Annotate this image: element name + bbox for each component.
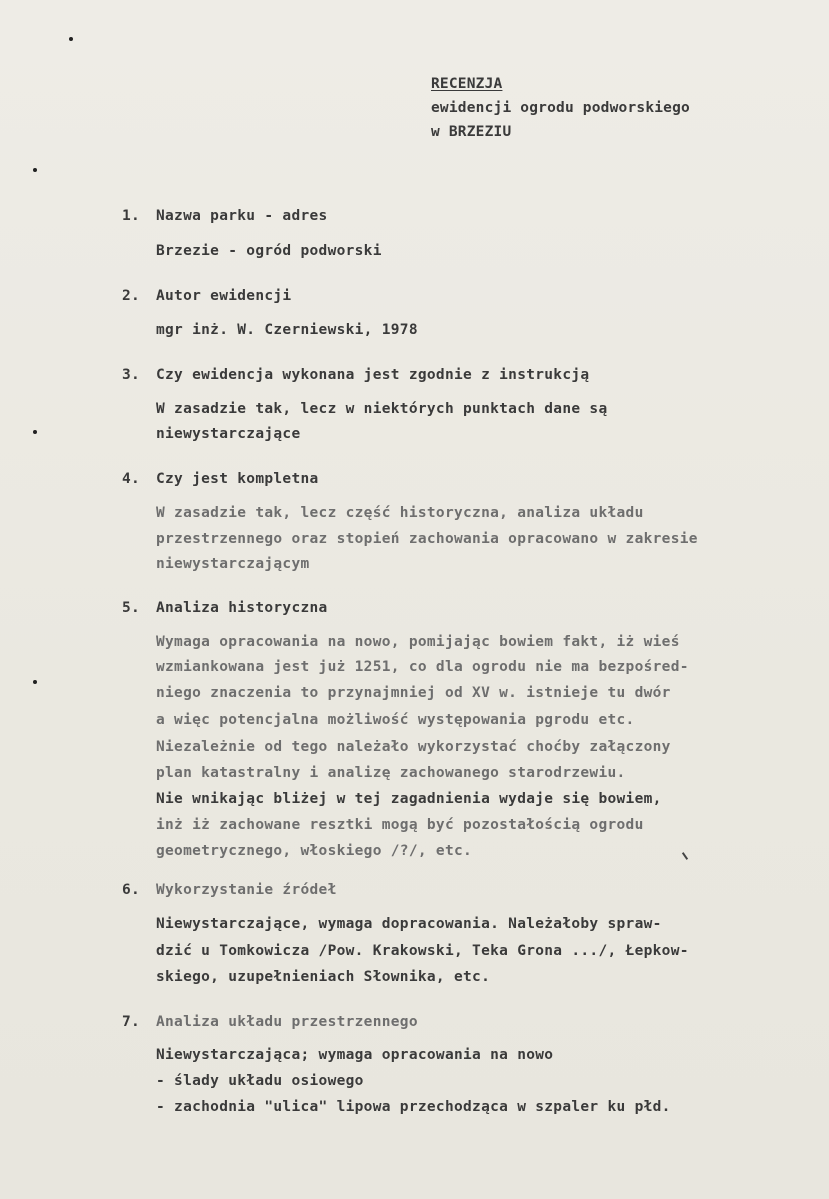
section-body-line: mgr inż. W. Czerniewski, 1978	[156, 322, 418, 338]
section-number: 1.	[122, 208, 141, 224]
review-location: w BRZEZIU	[431, 124, 512, 140]
punch-hole-mark	[33, 680, 37, 684]
punch-hole-mark	[69, 37, 73, 41]
section-body-line: plan katastralny i analizę zachowanego starodrzewiu.	[156, 765, 626, 781]
punch-hole-mark	[33, 168, 37, 172]
section-number: 2.	[122, 288, 141, 304]
section-body-line: niego znaczenia to przynajmniej od XV w. istnieje tu dwór	[156, 685, 671, 701]
section-body-line: inż iż zachowane resztki mogą być pozostałością ogrodu	[156, 817, 644, 833]
section-body-line: niewystarczającym	[156, 556, 310, 572]
section-body-line: skiego, uzupełnieniach Słownika, etc.	[156, 969, 491, 985]
section-number: 6.	[122, 882, 141, 898]
section-body-line: dzić u Tomkowicza /Pow. Krakowski, Teka Grona .../, Łepkow-	[156, 943, 689, 959]
section-body-line: - zachodnia "ulica" lipowa przechodząca w szpaler ku płd.	[156, 1099, 671, 1115]
section-body-line: Nie wnikając bliżej w tej zagadnienia wydaje się bowiem,	[156, 791, 662, 807]
punch-hole-mark	[33, 430, 37, 434]
section-number: 5.	[122, 600, 141, 616]
review-heading	[431, 72, 690, 144]
section-title: Autor ewidencji	[156, 288, 292, 304]
section-title: Analiza historyczna	[156, 600, 328, 616]
section-title: Czy ewidencja wykonana jest zgodnie z instrukcją	[156, 367, 590, 383]
section-body-line: - ślady układu osiowego	[156, 1073, 364, 1089]
section-body-line: a więc potencjalna możliwość występowania pgrodu etc.	[156, 712, 635, 728]
section-body-line: W zasadzie tak, lecz część historyczna, analiza układu	[156, 505, 644, 521]
section-number: 4.	[122, 471, 141, 487]
section-body-line: wzmiankowana jest już 1251, co dla ogrodu nie ma bezpośred-	[156, 659, 689, 675]
margin-mark	[682, 852, 688, 860]
section-body-line: niewystarczające	[156, 426, 301, 442]
section-title: Nazwa parku - adres	[156, 208, 328, 224]
section-number: 7.	[122, 1014, 141, 1030]
review-title: RECENZJA	[431, 76, 503, 92]
review-subtitle: ewidencji ogrodu podworskiego	[431, 100, 690, 116]
section-body-line: Niewystarczająca; wymaga opracowania na nowo	[156, 1047, 554, 1063]
section-body-line: geometrycznego, włoskiego /?/, etc.	[156, 843, 473, 859]
section-number: 3.	[122, 367, 141, 383]
section-title: Czy jest kompletna	[156, 471, 319, 487]
section-title: Wykorzystanie źródeł	[156, 882, 337, 898]
section-body-line: Brzezie - ogród podworski	[156, 243, 382, 259]
section-title: Analiza układu przestrzennego	[156, 1014, 418, 1030]
section-body-line: Niezależnie od tego należało wykorzystać choćby załączony	[156, 739, 671, 755]
section-body-line: przestrzennego oraz stopień zachowania opracowano w zakresie	[156, 531, 698, 547]
section-body-line: W zasadzie tak, lecz w niektórych punktach dane są	[156, 401, 608, 417]
section-body-line: Niewystarczające, wymaga dopracowania. Należałoby spraw-	[156, 916, 662, 932]
section-body-line: Wymaga opracowania na nowo, pomijając bowiem fakt, iż wieś	[156, 634, 680, 650]
